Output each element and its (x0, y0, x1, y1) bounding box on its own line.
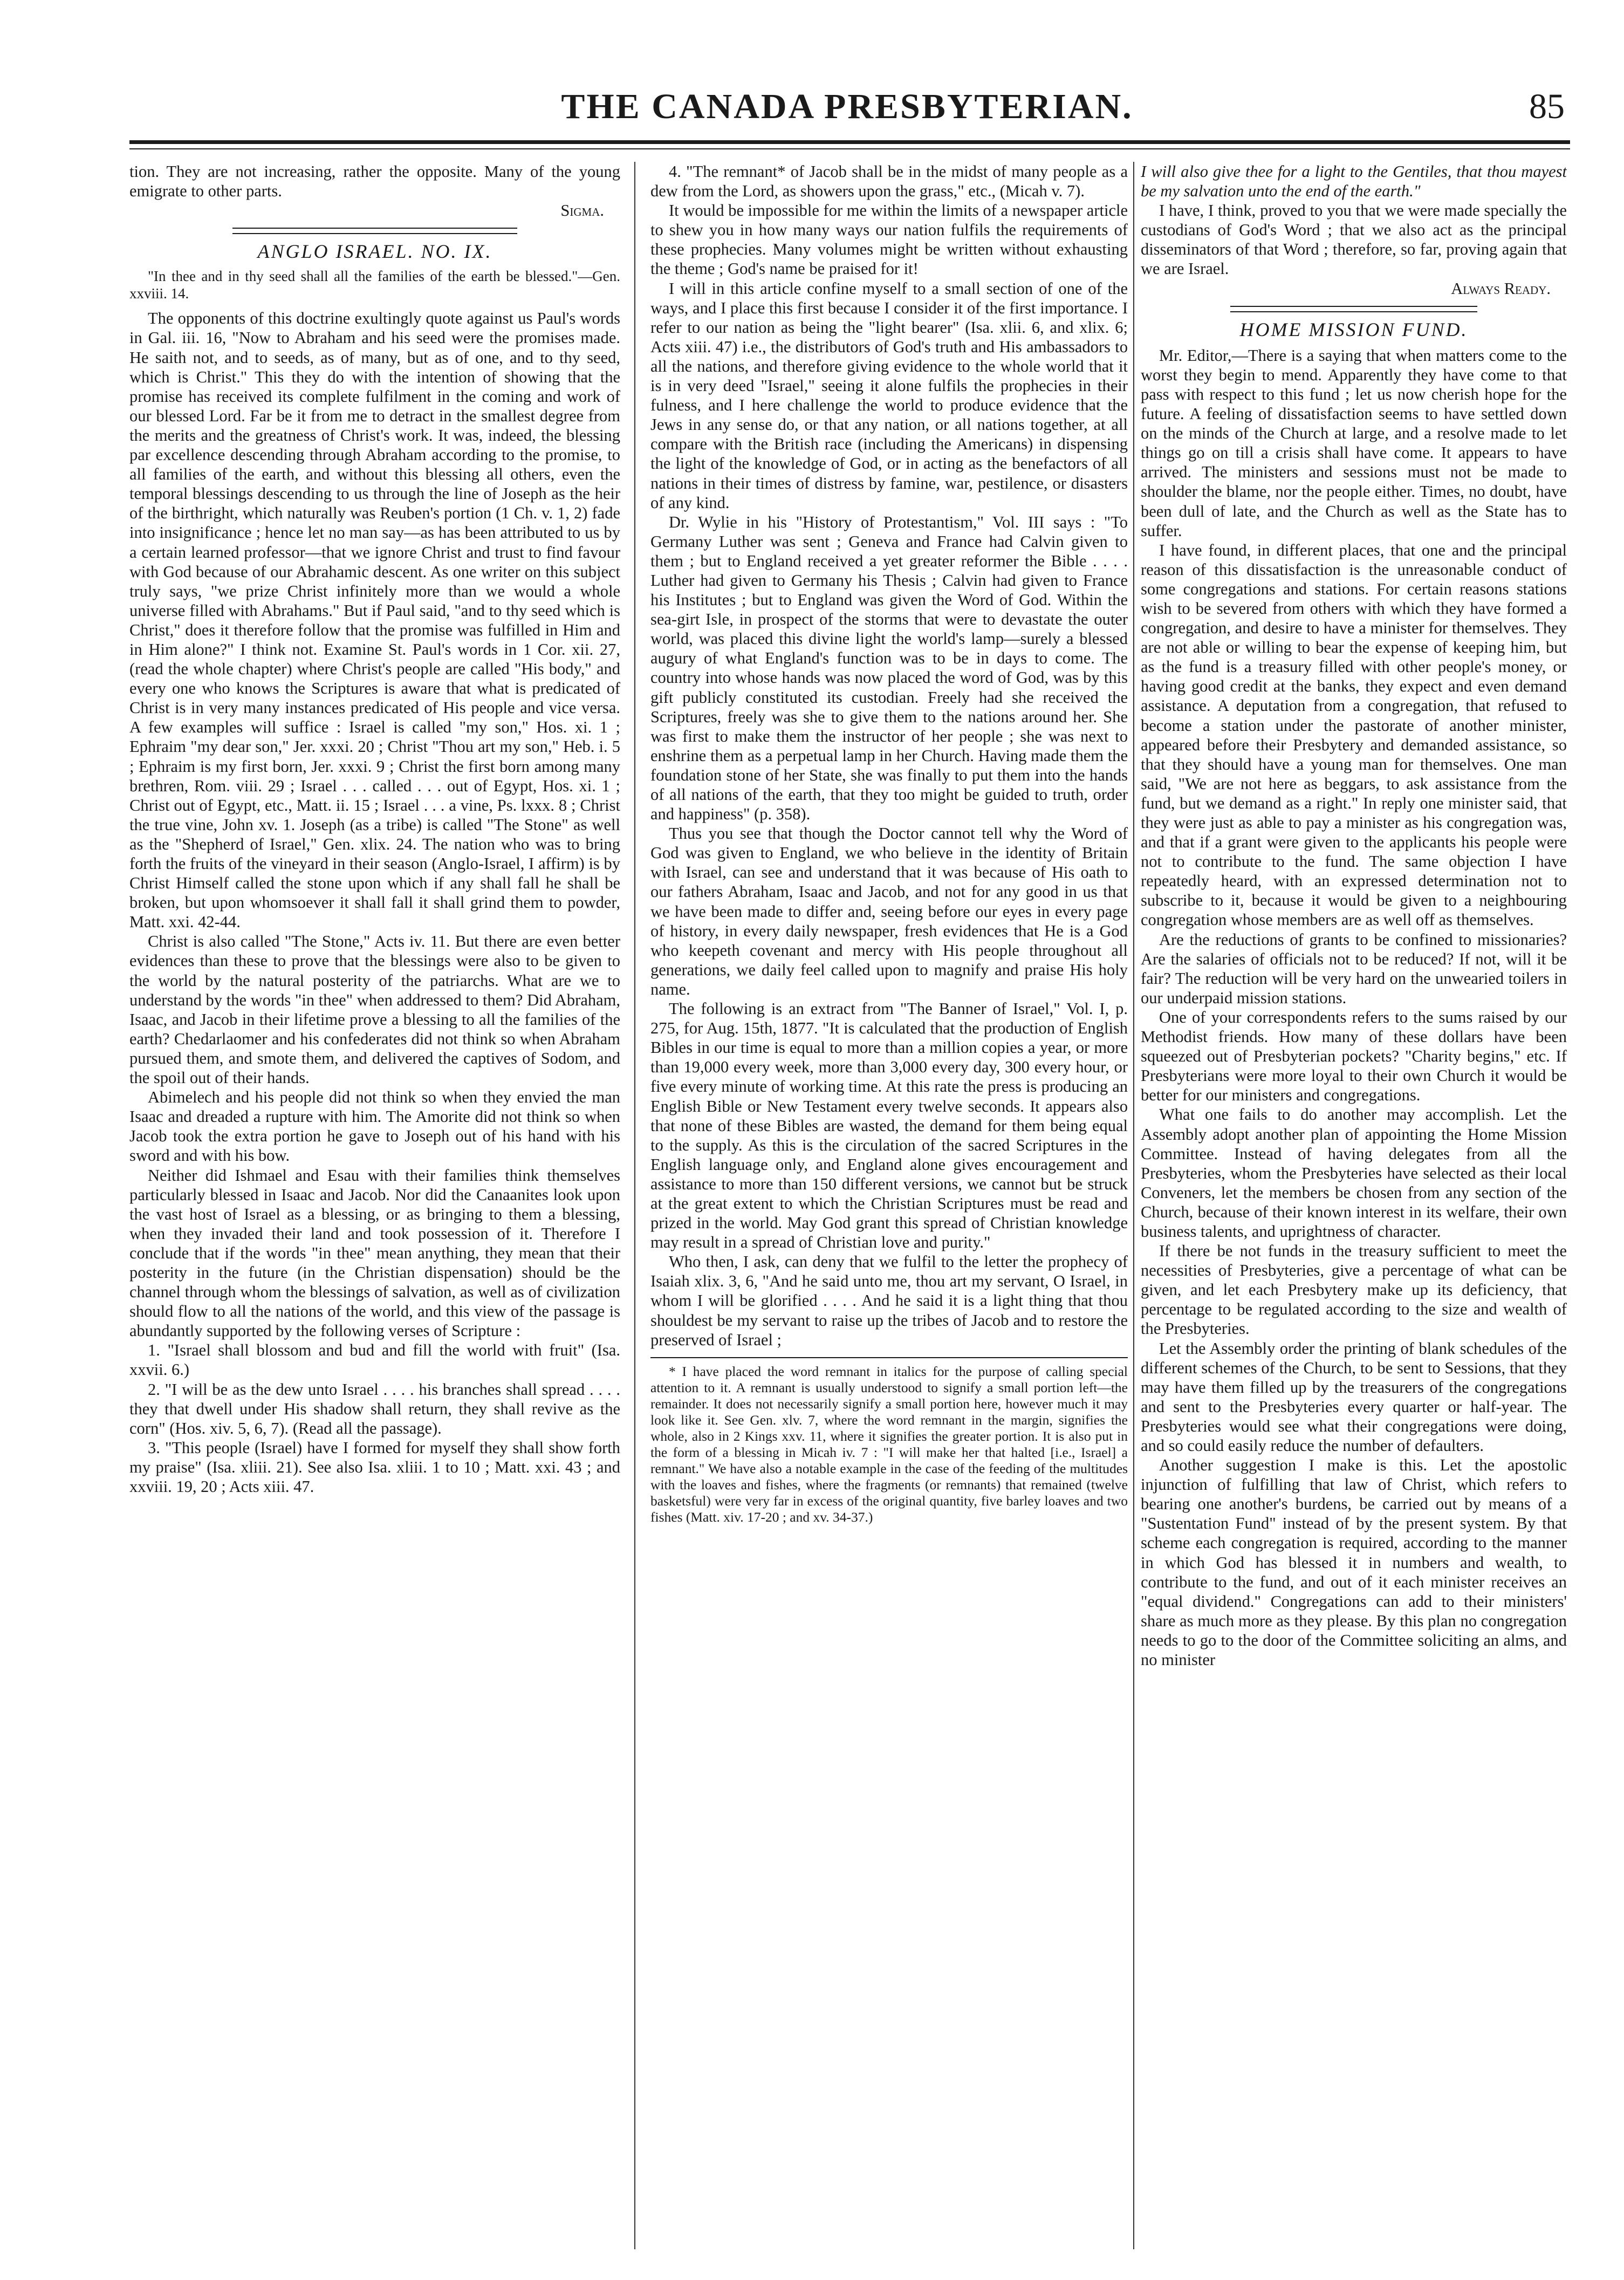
paragraph: Christ is also called "The Stone," Acts iv. 11. But there are even better evidences than these to prove that the blessings were also to be given to the world by the natural posterity of the patriarchs. What are we to understand by the words "in thee" when addressed to them? Did Abraham, Isaac, and Jacob in their lifetime prove a blessing to all the families of the earth? Chedarlaomer and his confederates did not think so when Abraham pursued them, and smote them, and delivered the captives of Sodom, and the spoil out of their hands. (129, 932, 620, 1087)
scripture-item: 2. "I will be as the dew unto Israel . . . . his branches shall spread . . . . they that dwell under His shadow shall return, they shall revive as the corn" (Hos. xiv. 5, 6, 7). (Read all the passage). (129, 1380, 620, 1437)
signature-always-ready: Always Ready. (1451, 279, 1551, 298)
article-title-anglo-israel: ANGLO ISRAEL. NO. IX. (257, 241, 492, 263)
scripture-quote: I will also give thee for a light to the Gentiles, that thou mayest be my salvation unto the end of the earth." (1141, 162, 1567, 201)
paragraph: I have found, in different places, that one and the principal reason of this dissatisfaction is the unreasonable conduct of some congregations and stations. For certain reasons stations wish to be severed from others with which they have formed a congregation, and desire to have a minister for themselves. They are not able or willing to bear the expense of keeping him, but as the fund is a treasury filled with other people's money, or having good credit at the banks, they expect and even demand assistance. A deputation from a congregation, that refused to become a station under the pastorate of another minister, appeared before their Presbytery and demanded assistance, so that they should have a young man for themselves. One man said, "We are not here as beggars, to ask assistance from the fund, but we demand as a right." In reply one minister said, that they were just as able to pay a minister as his congregation was, and that if a grant were given to the applicants his people were not to contribute to the fund. The same objection I have repeatedly heard, with an expressed determination not to subscribe to it, because it would be given to a neighbouring congregation whose members are as well off as themselves. (1141, 540, 1567, 929)
paragraph: If there be not funds in the treasury sufficient to meet the necessities of Presbyteries, give a percentage of what can be given, and let each Presbytery make up its deficiency, that percentage to be regulated according to the size and wealth of the Presbyteries. (1141, 1242, 1567, 1338)
column-1 (129, 162, 620, 2244)
column-divider-1 (634, 162, 635, 2249)
paragraph: One of your correspondents refers to the sums raised by our Methodist friends. How many of these dollars have been squeezed out of Presbyterian pockets? "Charity begins," etc. If Presbyterians were more loyal to their own Church it would be better for our ministers and congregations. (1141, 1008, 1567, 1105)
paragraph: Neither did Ishmael and Esau with their families think themselves particularly blessed in Isaac and Jacob. Nor did the Canaanites look upon the vast host of Israel as a blessing, or as bringing to them a blessing, when they invaded their land and took possession of it. Therefore I conclude that if the words "in thee" mean anything, they mean that their posterity in the future (in the Christian dispensation) should be the channel through whom the blessings of salvation, as well as of civilization should flow to all the nations of the world, and this view of the passage is abundantly supported by the following verses of Scripture : (129, 1166, 620, 1340)
paragraph: Dr. Wylie in his "History of Protestantism," Vol. III says : "To Germany Luther was sent ; Geneva and France had Calvin given to them ; but to England received a yet greater reformer the Bible . . . . Luther had given to Germany his Thesis ; Calvin had given to France his Institutes ; but to England was given the Word of God. Within the sea-girt Isle, in prospect of the storms that were to devastate the outer world, was placed this divine light the world's lamp—surely a blessed augury of what England's function was to be in days to come. The country into whose hands was now placed the word of God, was by this gift publicly constituted its custodian. Freely had she received the Scriptures, freely was she to give them to the nations around her. She was first to make them the instructor of her people ; she was next to enshrine them as a perpetual lamp in her Church. Having made them the foundation stone of her State, she was finally to put them into the hands of all nations of the earth, that they too might be guided to truth, order and happiness" (p. 358). (650, 512, 1128, 824)
newspaper-title: THE CANADA PRESBYTERIAN. (561, 87, 1133, 126)
paragraph: The following is an extract from "The Banner of Israel," Vol. I, p. 275, for Aug. 15th, 1877. "It is calculated that the production of English Bibles in our time is equal to more than a million copies a year, or more than 19,000 every week, more than 3,000 every day, 300 every hour, or five every minute of working time. At this rate the press is producing an English Bible or New Testament every twelve seconds. It appears also that none of these Bibles are wasted, the demand for them being equal to the supply. As this is the circulation of the sacred Scriptures in the English language only, and England alone gives encouragement and assistance to more than 150 different versions, we cannot but be struck at the great extent to which the Christian Scriptures must be read and prized in the world. May God grant this spread of Christian knowledge may result in a spread of Christian love and purity." (650, 999, 1128, 1252)
paragraph: I will in this article confine myself to a small section of one of the ways, and I place this first because I consider it of the first importance. I refer to our nation as being the "light bearer" (Isa. xlii. 6, and xlix. 6; Acts xiii. 47) i.e., the distributors of God's truth and His ambassadors to all the nations, and therefore giving evidence to the whole world that it is in very deed "Israel," seeing it alone fulfils the prophecies in their fulness, and I here challenge the world to produce evidence that the Jews in any sense do, or that any nation, or all nations together, at all compare with the British race (including the Americans) in dispensing the light of the knowledge of God, or in acting as the benefactors of all nations in their times of distress by famine, war, pestilence, or disasters of any kind. (650, 279, 1128, 512)
footnote-separator (650, 1357, 1128, 1358)
paragraph: Mr. Editor,—There is a saying that when matters come to the worst they begin to mend. Apparently they have come to that pass with respect to this fund ; let us now cherish hope for the future. A feeling of dissatisfaction seems to have settled down on the minds of the Church at large, and a resolve made to let things go on till a crisis shall have come. It appears to have arrived. The ministers and sessions must not be made to shoulder the blame, nor the people either. Times, no doubt, have been dull of late, and the Church as well as the State has to suffer. (1141, 346, 1567, 540)
paragraph: What one fails to do another may accomplish. Let the Assembly adopt another plan of appointing the Home Mission Committee. Instead of having delegates from all the Presbyteries, whom the Presbyteries have selected as their local Conveners, let the members be chosen from any section of the Church, because of their known interest in its welfare, their own business talents, and uprightness of character. (1141, 1105, 1567, 1241)
page-number: 85 (1529, 87, 1565, 126)
paragraph: Abimelech and his people did not think so when they envied the man Isaac and dreaded a rupture with him. The Amorite did not think so when Jacob took the extra portion he gave to Joseph out of his hand with his sword and with his bow. (129, 1088, 620, 1165)
prev-article-end: tion. They are not increasing, rather the opposite. Many of the young emigrate to other parts. (129, 162, 620, 201)
paragraph: Another suggestion I make is this. Let the apostolic injunction of fulfilling that law of Christ, which refers to bearing one another's burdens, be carried out by means of a "Sustentation Fund" instead of by the present system. By that scheme each congregation is required, according to the manner in which God has blessed it in numbers and wealth, to contribute to the fund, and out of it each minister receives an "equal dividend." Congregations can add to their ministers' share as much more as they please. By this plan no congregation needs to go to the door of the Committee soliciting an alms, and no minister (1141, 1456, 1567, 1669)
scripture-item: 3. "This people (Israel) have I formed for myself they shall show forth my praise" (Isa. xliii. 21). See also Isa. xliii. 1 to 10 ; Matt. xxi. 43 ; and xxviii. 19, 20 ; Acts xiii. 47. (129, 1438, 620, 1496)
signature-sigma: Sigma. (560, 201, 604, 220)
paragraph: Are the reductions of grants to be confined to missionaries? Are the salaries of officials not to be reduced? If not, will it be fair? The reduction will be very hard on the unwearied toilers in our underpaid mission stations. (1141, 930, 1567, 1007)
header-rule-thick (129, 140, 1570, 144)
paragraph: Thus you see that though the Doctor cannot tell why the Word of God was given to England, we who believe in the identity of Britain with Israel, can see and understand that it was because of His oath to our fathers Abraham, Isaac and Jacob, and not for any good in us that we have been made to differ and, seeing before our eyes in every page of history, in every daily newspaper, fresh evidences that He is a God who keepeth covenant and mercy with His people throughout all generations, we daily feel called upon to magnify and praise His holy name. (650, 824, 1128, 998)
epigraph: "In thee and in thy seed shall all the families of the earth be blessed."—Gen. xxviii. 14. (129, 268, 620, 302)
scripture-item: 4. "The remnant* of Jacob shall be in the midst of many people as a dew from the Lord, as showers upon the grass," etc., (Micah v. 7). (650, 162, 1128, 201)
paragraph: The opponents of this doctrine exultingly quote against us Paul's words in Gal. iii. 16, "Now to Abraham and his seed were the promises made. He saith not, and to seeds, as of many, but as of one, and to thy seed, which is Christ." This they do with the intention of showing that the promise has received its complete fulfilment in the coming and work of our blessed Lord. Far be it from me to detract in the smallest degree from the merits and the greatness of Christ's work. It was, indeed, the blessing par excellence descending through Abraham according to the promise, to all families of the earth, and without this blessing all others, even the temporal blessings descending to us through the line of Joseph as the heir of the birthright, which naturally was Reuben's portion (1 Ch. v. 1, 2) fade into insignificance ; hence let no man say—as has been attributed to us by a certain learned professor—that we ignore Christ and trust to find favour with God because of our Abrahamic descent. As one writer on this subject truly says, "we prize Christ infinitely more than we would a whole universe filled with Abrahams." But if Paul said, "and to thy seed which is Christ," does it therefore follow that the promise was fulfilled in Him and in Him alone?" I think not. Examine St. Paul's words in 1 Cor. xii. 27, (read the whole chapter) where Christ's people are called "His body," and every one who knows the Scriptures is aware that what is predicated of Christ is in very many instances predicated of His people and vice versa. A few examples will suffice : Israel is called "my son," Hos. xi. 1 ; Ephraim "my dear son," Jer. xxxi. 20 ; Christ "Thou art my son," Heb. i. 5 ; Ephraim is my first born, Jer. xxxi. 9 ; Christ the first born among many brethren, Rom. viii. 29 ; Israel . . . called . . . out of Egypt, Hos. xi. 1 ; Christ out of Egypt, etc., Matt. ii. 15 ; Israel . . . a vine, Ps. lxxx. 8 ; Christ the true vine, John xv. 1. Joseph (as a tribe) is called "The Stone" as well as the "Shepherd of Israel," Gen. xlix. 24. The nation who was to bring forth the fruits of the vineyard in their season (Anglo-Israel, I affirm) is by Christ Himself called the stone upon which if any shall fall he shall be broken, but upon whomsoever it shall fall it shall grind them to powder, Matt. xxi. 42-44. (129, 309, 620, 932)
paragraph: I have, I think, proved to you that we were made specially the custodians of God's Word ; that we also act as the principal disseminators of that Word ; therefore, so far, proving again that we are Israel. (1141, 201, 1567, 278)
paragraph: It would be impossible for me within the limits of a newspaper article to shew you in how many ways our nation fulfils the requirements of these prophecies. Many volumes might be written without exhausting the theme ; God's name be praised for it! (650, 201, 1128, 278)
footnote: * I have placed the word remnant in italics for the purpose of calling special attention to it. A remnant is usually understood to signify a small portion left—the remainder. It does not necessarily signify a small portion here, however much it may look like it. See Gen. xlv. 7, where the word remnant in the margin, signifies the whole, also in 2 Kings xxv. 11, where it signifies the greater portion. It is also put in the form of a blessing in Micah iv. 7 : "I will make her that halted [i.e., Israel] a remnant." We have also a notable example in the case of the feeding of the multitudes with the loaves and fishes, where the fragments (or remnants) that remained (twelve basketsful) were very far in excess of the original quantity, five barley loaves and two fishes (Matt. xiv. 17-20 ; and xv. 34-37.) (650, 1363, 1128, 1525)
article-title-home-mission-fund: HOME MISSION FUND. (1239, 318, 1468, 340)
article-separator (232, 228, 517, 234)
article-separator (1230, 306, 1477, 312)
paragraph: Who then, I ask, can deny that we fulfil to the letter the prophecy of Isaiah xlix. 3, 6, "And he said unto me, thou art my servant, O Israel, in whom I will be glorified . . . . And he said it is a light thing that thou shouldest be my servant to raise up the tribes of Jacob and to restore the preserved of Israel ; (650, 1252, 1128, 1349)
column-2 (650, 162, 1128, 2244)
scripture-item: 1. "Israel shall blossom and bud and fill the world with fruit" (Isa. xxvii. 6.) (129, 1341, 620, 1379)
header-rule-thin (129, 148, 1570, 149)
paragraph: Let the Assembly order the printing of blank schedules of the different schemes of the Church, to be sent to Sessions, that they may have them filled up by the treasurers of the congregations and sent to the Presbyteries every quarter or half-year. The Presbyteries would see what their congregations were doing, and so could easily reduce the number of defaulters. (1141, 1339, 1567, 1455)
column-divider-2 (1133, 162, 1134, 2249)
column-3 (1141, 162, 1567, 2244)
